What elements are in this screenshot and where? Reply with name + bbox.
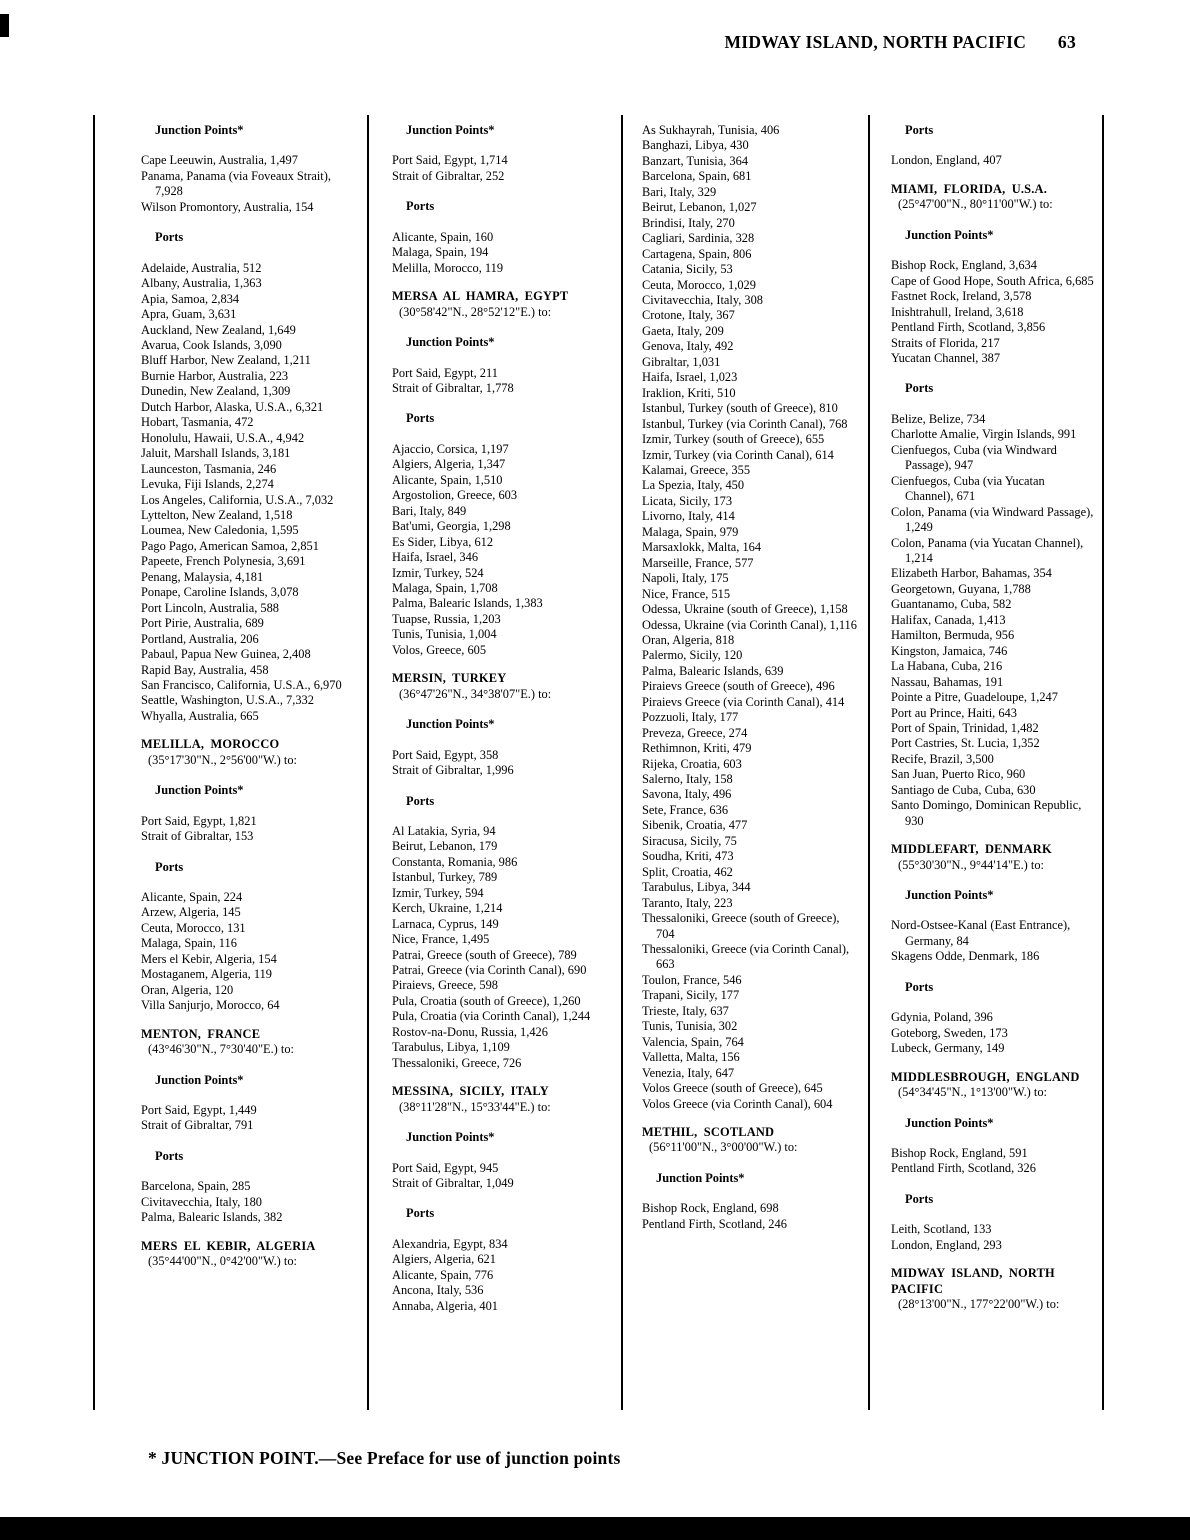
distance-entry: Nice, France, 1,495 [392,932,490,947]
section-label: Ports [406,1206,435,1221]
distance-entry: Santiago de Cuba, Cuba, 630 [891,782,1036,797]
distance-entry: Barcelona, Spain, 285 [141,1179,251,1194]
place-heading [141,1239,355,1270]
place-heading [891,182,1096,213]
distance-entry: Sibenik, Croatia, 477 [642,818,748,833]
distance-entry: Pentland Firth, Scotland, 326 [891,1161,1036,1176]
section-label: Ports [155,230,184,245]
distance-entry: Odessa, Ukraine (via Corinth Canal), 1,116 [642,617,857,632]
section-label: Ports [155,1148,184,1163]
distance-entry: Bari, Italy, 329 [642,184,717,199]
distance-entry: Belize, Belize, 734 [891,411,986,426]
distance-entry: Gdynia, Poland, 396 [891,1010,993,1025]
distance-entry: Cape Leeuwin, Australia, 1,497 [141,153,298,168]
distance-entry: Burnie Harbor, Australia, 223 [141,368,289,383]
distance-entry: Santo Domingo, Dominican Republic, 930 [891,798,1082,828]
distance-entry: Constanta, Romania, 986 [392,854,518,869]
distance-entry: Sete, France, 636 [642,802,729,817]
section-label: Junction Points* [905,1115,994,1130]
distance-entry: Tuapse, Russia, 1,203 [392,611,501,626]
distance-entry: Kerch, Ukraine, 1,214 [392,901,503,916]
place-heading [392,1084,611,1115]
distance-entry: Cape of Good Hope, South Africa, 6,685 [891,273,1094,288]
distance-entry: Launceston, Tasmania, 246 [141,461,277,476]
distance-entry: Port Castries, St. Lucia, 1,352 [891,736,1040,751]
place-name: MESSINA, SICILY, ITALY [392,1084,549,1099]
place-coordinates: (35°44'00"N., 0°42'00"W.) to: [148,1254,297,1269]
distance-entry: Al Latakia, Syria, 94 [392,823,496,838]
page-number: 63 [1057,32,1076,52]
distance-entry: Port Said, Egypt, 945 [392,1160,499,1175]
distance-entry: Skagens Odde, Denmark, 186 [891,949,1040,964]
distance-entry: Dutch Harbor, Alaska, U.S.A., 6,321 [141,399,324,414]
distance-entry: Leith, Scotland, 133 [891,1222,992,1237]
distance-entry: San Francisco, California, U.S.A., 6,970 [141,677,342,692]
section-label: Ports [155,859,184,874]
distance-entry: Tarabulus, Libya, 344 [642,880,751,895]
place-name: MERS EL KEBIR, ALGERIA [141,1238,316,1253]
distance-entry: Izmir, Turkey (via Corinth Canal), 614 [642,447,834,462]
distance-entry: Crotone, Italy, 367 [642,308,735,323]
distance-entry: Izmir, Turkey (south of Greece), 655 [642,432,825,447]
distance-entry: Argostolion, Greece, 603 [392,488,518,503]
distance-entry: Lubeck, Germany, 149 [891,1041,1005,1056]
bottom-scan-bar [0,1517,1190,1540]
distance-entry: Hamilton, Bermuda, 956 [891,628,1015,643]
distance-entry: Adelaide, Australia, 512 [141,260,262,275]
distance-entry: Port Said, Egypt, 211 [392,365,498,380]
section-label: Junction Points* [406,123,495,137]
distance-entry: Livorno, Italy, 414 [642,509,735,524]
section-label: Junction Points* [905,227,994,242]
distance-entry: Halifax, Canada, 1,413 [891,612,1006,627]
distance-entry: Malaga, Spain, 979 [642,524,739,539]
distance-entry: Es Sider, Libya, 612 [392,534,494,549]
distance-entry: Palma, Balearic Islands, 382 [141,1210,283,1225]
distance-entry: Georgetown, Guyana, 1,788 [891,581,1031,596]
distance-entry: Valencia, Spain, 764 [642,1034,744,1049]
distance-entry: Venezia, Italy, 647 [642,1065,735,1080]
distance-entry: Rijeka, Croatia, 603 [642,756,742,771]
distance-entry: Thessaloniki, Greece, 726 [392,1055,522,1070]
distance-entry: Salerno, Italy, 158 [642,772,733,787]
distance-entry: Kingston, Jamaica, 746 [891,643,1008,658]
place-heading [891,1266,1096,1312]
section-label: Ports [905,1191,934,1206]
distance-entry: Istanbul, Turkey (south of Greece), 810 [642,401,838,416]
section-label: Junction Points* [155,123,244,137]
distance-entry: Strait of Gibraltar, 1,778 [392,380,514,395]
distance-entry: Brindisi, Italy, 270 [642,215,735,230]
distance-entry: Alexandria, Egypt, 834 [392,1236,508,1251]
distance-entry: Valletta, Malta, 156 [642,1050,740,1065]
distance-entry: Palma, Balearic Islands, 1,383 [392,596,543,611]
distance-entry: Licata, Sicily, 173 [642,493,733,508]
distance-entry: Civitavecchia, Italy, 308 [642,292,763,307]
place-coordinates: (43°46'30"N., 7°30'40"E.) to: [148,1042,294,1057]
distance-entry: Thessaloniki, Greece (via Corinth Canal), 663 [642,942,850,972]
distance-entry: Piraievs, Greece, 598 [392,978,498,993]
distance-entry: Port au Prince, Haiti, 643 [891,705,1017,720]
distance-entry: Pentland Firth, Scotland, 246 [642,1216,787,1231]
distance-entry: Avarua, Cook Islands, 3,090 [141,337,282,352]
section-label: Junction Points* [406,1130,495,1145]
distance-entry: Papeete, French Polynesia, 3,691 [141,554,306,569]
distance-entry: Apra, Guam, 3,631 [141,307,237,322]
distance-entry: Mostaganem, Algeria, 119 [141,967,272,982]
distance-entry: Haifa, Israel, 1,023 [642,370,738,385]
distance-entry: Bishop Rock, England, 698 [642,1201,779,1216]
distance-entry: Malaga, Spain, 194 [392,245,489,260]
place-name: MIDDLEFART, DENMARK [891,842,1052,857]
distance-entry: Strait of Gibraltar, 252 [392,168,505,183]
section-label: Ports [406,411,435,426]
distance-entry: Nice, France, 515 [642,586,731,601]
place-coordinates: (54°34'45"N., 1°13'00"W.) to: [898,1085,1047,1100]
distance-entry: Napoli, Italy, 175 [642,571,729,586]
distance-entry: Trapani, Sicily, 177 [642,988,740,1003]
distance-entry: Toulon, France, 546 [642,972,742,987]
distance-entry: Wilson Promontory, Australia, 154 [141,199,314,214]
distance-entry: Villa Sanjurjo, Morocco, 64 [141,998,280,1013]
distance-entry: Marsaxlokk, Malta, 164 [642,540,762,555]
distance-entry: Palermo, Sicily, 120 [642,648,743,663]
distance-entry: Pabaul, Papua New Guinea, 2,408 [141,647,311,662]
distance-entry: Yucatan Channel, 387 [891,350,1001,365]
distance-entry: Pentland Firth, Scotland, 3,856 [891,320,1046,335]
distance-entry: Istanbul, Turkey (via Corinth Canal), 768 [642,416,848,431]
place-coordinates: (56°11'00"N., 3°00'00"W.) to: [649,1140,798,1155]
distance-entry: Penang, Malaysia, 4,181 [141,569,264,584]
distance-entry: Pozzuoli, Italy, 177 [642,710,739,725]
distance-entry: Algiers, Algeria, 621 [392,1252,496,1267]
section-label: Junction Points* [656,1170,745,1185]
distance-entry: Marseille, France, 577 [642,555,754,570]
distance-entry: Rethimnon, Kriti, 479 [642,741,752,756]
distance-entry: Banzart, Tunisia, 364 [642,153,749,168]
distance-entry: Beirut, Lebanon, 179 [392,839,498,854]
place-coordinates: (38°11'28"N., 15°33'44"E.) to: [399,1099,551,1114]
distance-entry: Port Lincoln, Australia, 588 [141,600,280,615]
distance-entry: Rostov-na-Donu, Russia, 1,426 [392,1024,548,1039]
distance-entry: Port Pirie, Australia, 689 [141,616,264,631]
place-coordinates: (35°17'30"N., 2°56'00"W.) to: [148,752,297,767]
distance-entry: Ceuta, Morocco, 1,029 [642,277,756,292]
distance-entry: Port Said, Egypt, 1,714 [392,153,508,168]
section-label: Junction Points* [155,783,244,798]
distance-entry: Cienfuegos, Cuba (via Windward Passage), 947 [891,442,1057,473]
distance-entry: Goteborg, Sweden, 173 [891,1025,1008,1040]
distance-entry: Inishtrahull, Ireland, 3,618 [891,304,1024,319]
distance-entry: Catania, Sicily, 53 [642,262,733,277]
page-header [0,32,1076,53]
distance-entry: Alicante, Spain, 224 [141,890,243,905]
distance-entry: Cienfuegos, Cuba (via Yucatan Channel), 671 [891,473,1045,504]
distance-entry: Colon, Panama (via Yucatan Channel), 1,214 [891,535,1084,565]
distance-entry: Tunis, Tunisia, 302 [642,1019,738,1034]
distance-entry: Strait of Gibraltar, 791 [141,1118,254,1133]
distance-entry: Bishop Rock, England, 3,634 [891,258,1037,273]
distance-entry: Seattle, Washington, U.S.A., 7,332 [141,693,314,708]
distance-entry: Port of Spain, Trinidad, 1,482 [891,720,1039,735]
place-name: MERSA AL HAMRA, EGYPT [392,289,569,304]
place-name: MENTON, FRANCE [141,1026,261,1041]
distance-entry: Whyalla, Australia, 665 [141,708,259,723]
distance-entry: Malaga, Spain, 116 [141,936,237,951]
distance-entry: Strait of Gibraltar, 1,049 [392,1176,514,1191]
place-coordinates: (25°47'00"N., 80°11'00"W.) to: [898,197,1053,212]
distance-entry: Hobart, Tasmania, 472 [141,415,254,430]
distance-entry: Strait of Gibraltar, 1,996 [392,763,514,778]
distance-entry: San Juan, Puerto Rico, 960 [891,767,1026,782]
distance-entry: Gaeta, Italy, 209 [642,323,724,338]
distance-entry: Pula, Croatia (south of Greece), 1,260 [392,993,581,1008]
distance-entry: Pula, Croatia (via Corinth Canal), 1,244 [392,1009,591,1024]
distance-entry: Oran, Algeria, 120 [141,982,234,997]
distance-entry: Pago Pago, American Samoa, 2,851 [141,538,319,553]
distance-entry: Istanbul, Turkey, 789 [392,870,498,885]
place-heading [891,1070,1096,1101]
place-coordinates: (36°47'26"N., 34°38'07"E.) to: [399,686,552,701]
distance-entry: Annaba, Algeria, 401 [392,1298,498,1313]
distance-entry: Tarabulus, Libya, 1,109 [392,1040,510,1055]
column-3 [621,115,868,1410]
distance-entry: Civitavecchia, Italy, 180 [141,1194,262,1209]
place-name: MIDWAY ISLAND, NORTH PACIFIC [891,1266,1055,1296]
distance-entry: As Sukhayrah, Tunisia, 406 [642,123,780,137]
distance-entry: Preveza, Greece, 274 [642,725,748,740]
place-coordinates: (30°58'42"N., 28°52'12"E.) to: [399,304,552,319]
distance-entry: Iraklion, Kriti, 510 [642,385,736,400]
distance-entry: Soudha, Kriti, 473 [642,849,734,864]
distance-entry: La Habana, Cuba, 216 [891,659,1003,674]
distance-entry: Guantanamo, Cuba, 582 [891,597,1012,612]
distance-entry: Patrai, Greece (via Corinth Canal), 690 [392,963,587,978]
distance-entry: Split, Croatia, 462 [642,864,733,879]
distance-entry: Beirut, Lebanon, 1,027 [642,200,757,215]
column-1 [95,115,367,1410]
distance-entry: Ceuta, Morocco, 131 [141,920,246,935]
distance-entry: Levuka, Fiji Islands, 2,274 [141,477,274,492]
distance-entry: Pointe a Pitre, Guadeloupe, 1,247 [891,690,1058,705]
distance-entry: Fastnet Rock, Ireland, 3,578 [891,289,1032,304]
junction-point-note: * JUNCTION POINT.—See Preface for use of junction points [148,1448,621,1468]
distance-entry: Ajaccio, Corsica, 1,197 [392,441,509,456]
distance-entry: Los Angeles, California, U.S.A., 7,032 [141,492,334,507]
place-heading [141,737,355,768]
place-name: METHIL, SCOTLAND [642,1125,775,1139]
distance-entry: Honolulu, Hawaii, U.S.A., 4,942 [141,430,305,445]
distance-entry: Izmir, Turkey, 594 [392,885,484,900]
distance-entry: Izmir, Turkey, 524 [392,565,484,580]
section-label: Junction Points* [155,1072,244,1087]
distance-entry: Bishop Rock, England, 591 [891,1146,1028,1161]
distance-entry: Genova, Italy, 492 [642,339,734,354]
place-heading [392,289,611,320]
distance-entry: Oran, Algeria, 818 [642,632,735,647]
place-heading [392,671,611,702]
place-name: MERSIN, TURKEY [392,671,507,686]
distance-entry: Arzew, Algeria, 145 [141,905,241,920]
section-label: Ports [905,381,934,396]
section-label: Junction Points* [905,888,994,903]
distance-entry: Piraievs Greece (via Corinth Canal), 414 [642,694,845,709]
distance-entry: Thessaloniki, Greece (south of Greece), 704 [642,911,840,941]
distance-entry: Port Said, Egypt, 1,449 [141,1103,257,1118]
distance-entry: Bat'umi, Georgia, 1,298 [392,519,511,534]
distance-entry: Mers el Kebir, Algeria, 154 [141,951,277,966]
place-coordinates: (55°30'30"N., 9°44'14"E.) to: [898,857,1044,872]
distance-entry: London, England, 293 [891,1237,1002,1252]
distance-entry: Colon, Panama (via Windward Passage), 1,249 [891,504,1094,535]
column-2 [367,115,621,1410]
section-label: Ports [406,199,435,214]
distance-entry: Alicante, Spain, 776 [392,1267,494,1282]
distance-entry: La Spezia, Italy, 450 [642,478,745,493]
distance-entry: Apia, Samoa, 2,834 [141,291,240,306]
distance-entry: Panama, Panama (via Foveaux Strait), 7,928 [141,168,331,199]
section-label: Ports [905,123,934,137]
distance-entry: Patrai, Greece (south of Greece), 789 [392,947,577,962]
distance-entry: Lyttelton, New Zealand, 1,518 [141,507,293,522]
place-heading [141,1027,355,1058]
distance-entry: Kalamai, Greece, 355 [642,462,751,477]
distance-entry: Auckland, New Zealand, 1,649 [141,322,296,337]
place-heading [642,1125,860,1156]
distance-entry: Alicante, Spain, 160 [392,229,494,244]
distance-entry: Recife, Brazil, 3,500 [891,751,994,766]
place-name: MIAMI, FLORIDA, U.S.A. [891,181,1047,196]
distance-entry: Volos, Greece, 605 [392,642,487,657]
distance-entry: Barcelona, Spain, 681 [642,169,752,184]
section-label: Junction Points* [406,335,495,350]
distance-entry: Port Said, Egypt, 1,821 [141,813,257,828]
distance-entry: Straits of Florida, 217 [891,335,1000,350]
place-name: MELILLA, MOROCCO [141,737,280,752]
section-label: Ports [905,979,934,994]
distance-entry: Alicante, Spain, 1,510 [392,472,503,487]
distance-entry: Volos Greece (south of Greece), 645 [642,1081,823,1096]
distance-entry: Cagliari, Sardinia, 328 [642,231,755,246]
distance-entry: Banghazi, Libya, 430 [642,138,749,153]
distance-entry: Elizabeth Harbor, Bahamas, 354 [891,566,1052,581]
distance-entry: Taranto, Italy, 223 [642,895,733,910]
distance-entry: Volos Greece (via Corinth Canal), 604 [642,1096,833,1111]
distance-table [93,115,1104,1410]
distance-entry: Algiers, Algeria, 1,347 [392,457,506,472]
distance-entry: Nassau, Bahamas, 191 [891,674,1004,689]
distance-entry: Loumea, New Caledonia, 1,595 [141,523,299,538]
place-coordinates: (28°13'00"N., 177°22'00"W.) to: [898,1297,1060,1312]
distance-entry: Odessa, Ukraine (south of Greece), 1,158 [642,602,848,617]
distance-entry: Strait of Gibraltar, 153 [141,829,254,844]
column-4 [868,115,1102,1410]
section-label: Ports [406,793,435,808]
distance-entry: Haifa, Israel, 346 [392,550,479,565]
place-heading [891,842,1096,873]
distance-entry: Trieste, Italy, 637 [642,1003,729,1018]
distance-entry: Port Said, Egypt, 358 [392,747,499,762]
distance-entry: Malaga, Spain, 1,708 [392,580,498,595]
distance-entry: Bari, Italy, 849 [392,503,467,518]
distance-entry: Bluff Harbor, New Zealand, 1,211 [141,353,311,368]
distance-entry: Savona, Italy, 496 [642,787,732,802]
distance-entry: Charlotte Amalie, Virgin Islands, 991 [891,427,1077,442]
distance-entry: Tunis, Tunisia, 1,004 [392,627,497,642]
distance-entry: London, England, 407 [891,153,1002,168]
distance-entry: Portland, Australia, 206 [141,631,259,646]
distance-entry: Ancona, Italy, 536 [392,1283,484,1298]
distance-entry: Melilla, Morocco, 119 [392,260,504,275]
section-label: Junction Points* [406,717,495,732]
distance-entry: Larnaca, Cyprus, 149 [392,916,499,931]
distance-entry: Cartagena, Spain, 806 [642,246,752,261]
distance-entry: Ponape, Caroline Islands, 3,078 [141,585,299,600]
distance-entry: Jaluit, Marshall Islands, 3,181 [141,446,291,461]
distance-entry: Palma, Balearic Islands, 639 [642,663,784,678]
distance-entry: Nord-Ostsee-Kanal (East Entrance), Germany, 84 [891,918,1071,948]
distance-entry: Gibraltar, 1,031 [642,354,721,369]
distance-entry: Piraievs Greece (south of Greece), 496 [642,679,835,694]
distance-entry: Albany, Australia, 1,363 [141,276,262,291]
distance-entry: Rapid Bay, Australia, 458 [141,662,269,677]
running-head-title: MIDWAY ISLAND, NORTH PACIFIC [724,32,1027,52]
distance-entry: Siracusa, Sicily, 75 [642,833,737,848]
place-name: MIDDLESBROUGH, ENGLAND [891,1069,1080,1084]
distance-entry: Dunedin, New Zealand, 1,309 [141,384,291,399]
